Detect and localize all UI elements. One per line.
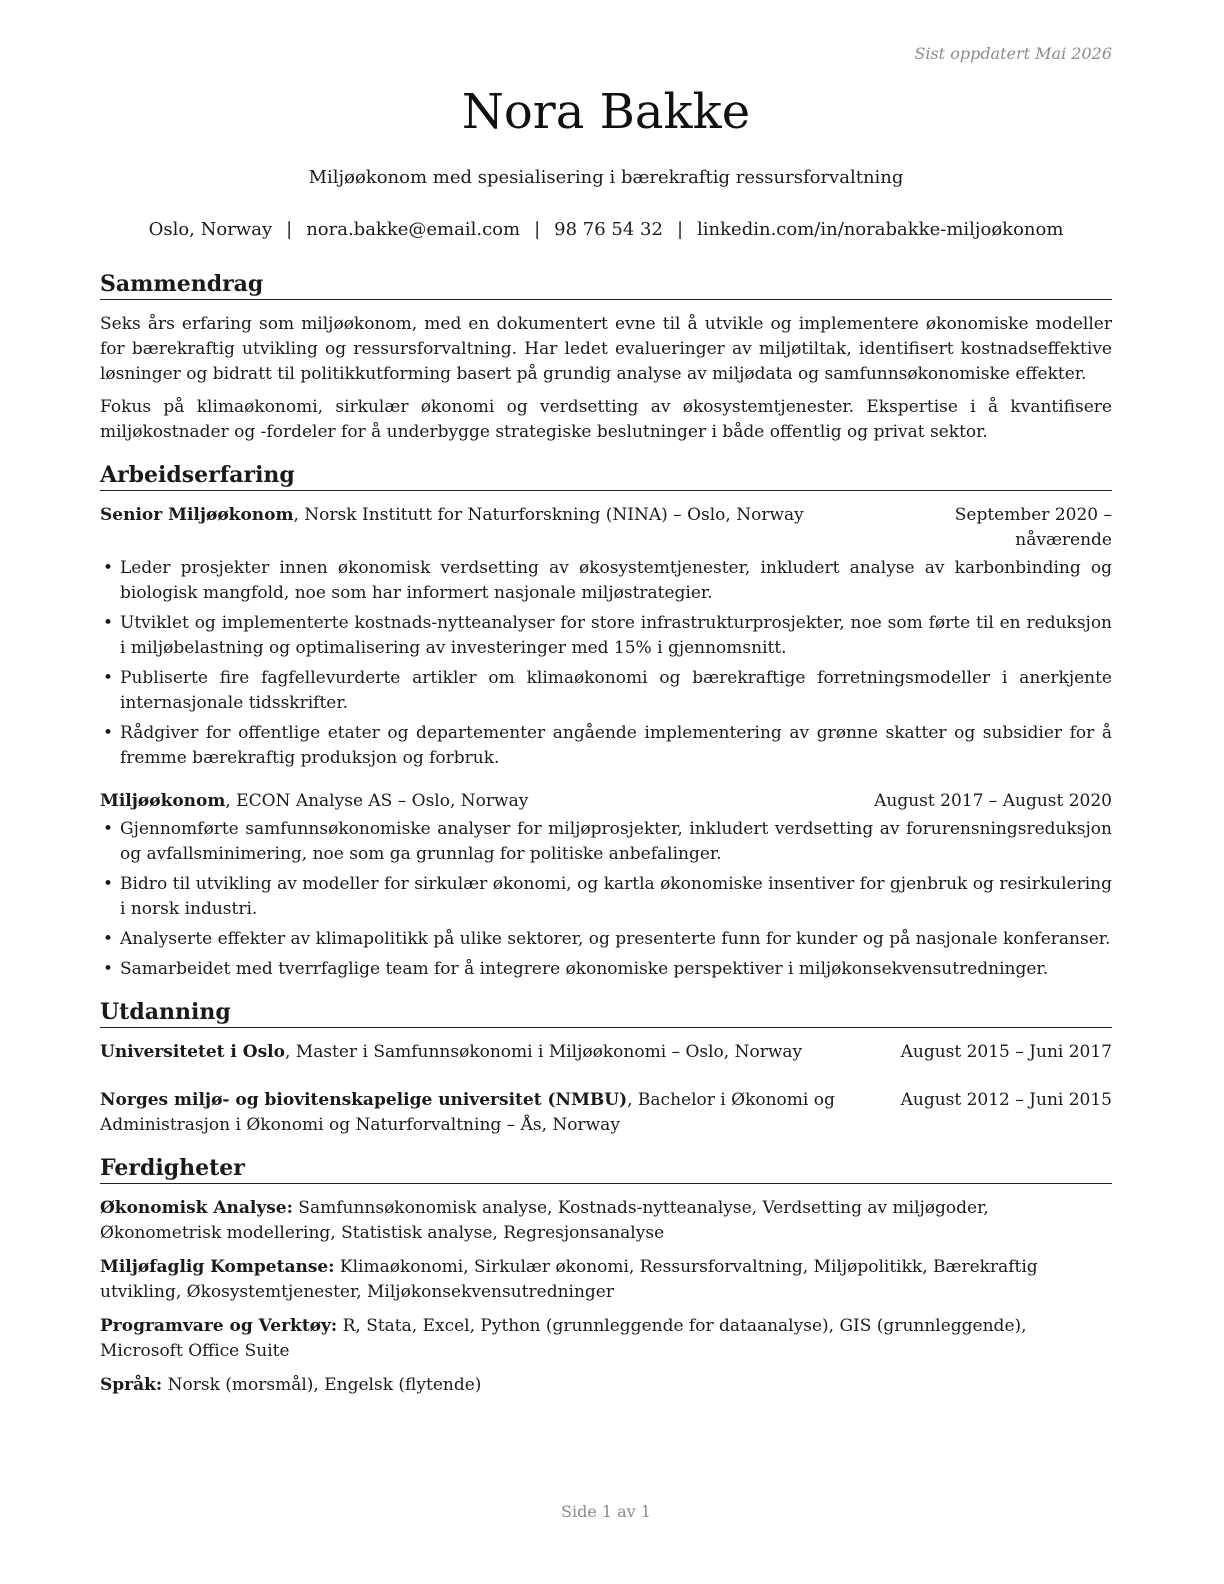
contact-separator: | bbox=[534, 219, 541, 240]
skill-label: Språk: bbox=[100, 1375, 163, 1395]
skill-text: R, Stata, Excel, Python (grunnleggende for dataanalyse), GIS (grunnleggende), Microsoft Office Suite bbox=[100, 1316, 1027, 1361]
education-section bbox=[100, 998, 1112, 1138]
bullet-text: Gjennomførte samfunnsøkonomiske analyser for miljøprosjekter, inkludert verdsetting av forurensningsreduksjon og avfallsminimering, noe som ga grunnlag for politiske anbefalinger. bbox=[120, 819, 1112, 864]
section-title-skills: Ferdigheter bbox=[100, 1154, 1112, 1184]
job-entry bbox=[100, 503, 1112, 771]
bullet-text: Bidro til utvikling av modeller for sirkulær økonomi, og kartla økonomiske insentiver for gjenbruk og resirkulering i norsk industri. bbox=[120, 874, 1112, 919]
job-role: Senior Miljøøkonom bbox=[100, 505, 294, 525]
job-bullets bbox=[100, 556, 1112, 771]
bullet-icon: • bbox=[103, 959, 114, 979]
bullet-icon: • bbox=[103, 613, 114, 633]
contact-line bbox=[100, 219, 1112, 240]
skill-line bbox=[100, 1314, 1112, 1364]
skill-line bbox=[100, 1196, 1112, 1246]
bullet-text: Rådgiver for offentlige etater og departementer angående implementering av grønne skatter og subsidier for å fremme bærekraftig produksjon og forbruk. bbox=[120, 723, 1112, 768]
list-item bbox=[100, 957, 1112, 982]
skill-label: Programvare og Verktøy: bbox=[100, 1316, 338, 1336]
list-item bbox=[100, 817, 1112, 867]
education-title-line bbox=[100, 1040, 885, 1065]
bullet-text: Samarbeidet med tverrfaglige team for å integrere økonomiske perspektiver i miljøkonsekvensutredninger. bbox=[120, 959, 1049, 979]
education-entry bbox=[100, 1088, 1112, 1138]
section-title-experience: Arbeidserfaring bbox=[100, 461, 1112, 491]
contact-separator: | bbox=[286, 219, 293, 240]
summary-paragraph-2: Fokus på klimaøkonomi, sirkulær økonomi og verdsetting av økosystemtjenester. Ekspertise i å kvantifisere miljøkostnader og -fordeler for å underbygge strategiske beslutninger i både offentlig og privat sektor. bbox=[100, 397, 1112, 442]
page-number: Side 1 av 1 bbox=[561, 1502, 651, 1521]
education-title-line bbox=[100, 1088, 885, 1138]
contact-separator: | bbox=[676, 219, 684, 240]
skills-section bbox=[100, 1154, 1112, 1398]
skill-text: Norsk (morsmål), Engelsk (flytende) bbox=[162, 1375, 482, 1395]
resume-content bbox=[100, 270, 1112, 1407]
skill-text: Samfunnsøkonomisk analyse, Kostnads-nytteanalyse, Verdsetting av miljøgoder, Økonometrisk modellering, Statistisk analyse, Regresjonsanalyse bbox=[100, 1198, 989, 1243]
list-item bbox=[100, 611, 1112, 661]
skill-label: Økonomisk Analyse: bbox=[100, 1198, 293, 1218]
job-org: , ECON Analyse AS – Oslo, Norway bbox=[225, 791, 529, 811]
bullet-icon: • bbox=[103, 874, 114, 894]
bullet-text: Publiserte fire fagfellevurderte artikler om klimaøkonomi og bærekraftige forretningsmodeller i anerkjente internasjonale tidsskrifter. bbox=[120, 668, 1112, 713]
candidate-name: Nora Bakke bbox=[461, 84, 751, 140]
bullet-text: Analyserte effekter av klimapolitikk på ulike sektorer, og presenterte funn for kunder og på nasjonale konferanser. bbox=[120, 929, 1111, 949]
education-school: Norges miljø- og biovitenskapelige universitet (NMBU) bbox=[100, 1090, 628, 1110]
job-entry bbox=[100, 789, 1112, 982]
list-item bbox=[100, 556, 1112, 606]
last-updated: Sist oppdatert Mai 2026 bbox=[914, 44, 1112, 63]
list-item bbox=[100, 721, 1112, 771]
job-bullets bbox=[100, 817, 1112, 982]
education-detail: , Master i Samfunnsøkonomi i Miljøøkonomi – Oslo, Norway bbox=[284, 1042, 803, 1062]
education-entry bbox=[100, 1040, 1112, 1065]
list-item bbox=[100, 927, 1112, 952]
skill-line bbox=[100, 1373, 1112, 1398]
resume-page bbox=[100, 0, 1112, 1584]
bullet-icon: • bbox=[103, 558, 114, 578]
skill-label: Miljøfaglig Kompetanse: bbox=[100, 1257, 335, 1277]
contact-email[interactable]: nora.bakke@email.com bbox=[306, 219, 521, 240]
section-title-summary: Sammendrag bbox=[100, 270, 1112, 300]
bullet-icon: • bbox=[103, 819, 114, 839]
experience-section bbox=[100, 461, 1112, 982]
job-org: , Norsk Institutt for Naturforskning (NINA) – Oslo, Norway bbox=[293, 505, 804, 525]
job-role: Miljøøkonom bbox=[100, 791, 226, 811]
job-title-line bbox=[100, 503, 856, 528]
contact-location: Oslo, Norway bbox=[148, 219, 273, 240]
job-header bbox=[100, 503, 1112, 553]
skill-line bbox=[100, 1255, 1112, 1305]
list-item bbox=[100, 666, 1112, 716]
skill-text: Klimaøkonomi, Sirkulær økonomi, Ressursforvaltning, Miljøpolitikk, Bærekraftig utvikling, Økosystemtjenester, Miljøkonsekvensutredninger bbox=[100, 1257, 1038, 1302]
contact-phone: 98 76 54 32 bbox=[554, 219, 663, 240]
bullet-icon: • bbox=[103, 723, 114, 743]
education-dates: August 2012 – Juni 2015 bbox=[900, 1090, 1112, 1110]
list-item bbox=[100, 872, 1112, 922]
bullet-icon: • bbox=[103, 668, 114, 688]
summary-section bbox=[100, 270, 1112, 445]
section-title-education: Utdanning bbox=[100, 998, 1112, 1028]
education-dates: August 2015 – Juni 2017 bbox=[900, 1042, 1112, 1062]
summary-paragraph-1: Seks års erfaring som miljøøkonom, med en dokumentert evne til å utvikle og implementere økonomiske modeller for bærekraftig utvikling og ressursforvaltning. Har ledet evalueringer av miljøtiltak, identifisert kostnadseffektive løsninger og bidratt til politikkutforming basert på grundig analyse av miljødata og samfunnsøkonomiske effekter. bbox=[100, 314, 1112, 384]
tagline: Miljøøkonom med spesialisering i bærekraftig ressursforvaltning bbox=[308, 167, 904, 188]
bullet-text: Utviklet og implementerte kostnads-nytteanalyser for store infrastrukturprosjekter, noe som førte til en reduksjon i miljøbelastning og optimalisering av investeringer med 15% i gjennomsnitt. bbox=[120, 613, 1112, 658]
education-school: Universitetet i Oslo bbox=[100, 1042, 285, 1062]
education-detail: , Bachelor i Økonomi og Administrasjon i Økonomi og Naturforvaltning – Ås, Norway bbox=[100, 1090, 835, 1135]
bullet-icon: • bbox=[103, 929, 114, 949]
job-dates: September 2020 – nåværende bbox=[954, 505, 1112, 550]
job-dates: August 2017 – August 2020 bbox=[874, 791, 1112, 811]
job-header bbox=[100, 789, 1112, 814]
contact-linkedin[interactable]: linkedin.com/in/norabakke-miljoøkonom bbox=[697, 219, 1064, 240]
job-title-line bbox=[100, 789, 858, 814]
bullet-text: Leder prosjekter innen økonomisk verdsetting av økosystemtjenester, inkludert analyse av karbonbinding og biologisk mangfold, noe som har informert nasjonale miljøstrategier. bbox=[120, 558, 1112, 603]
